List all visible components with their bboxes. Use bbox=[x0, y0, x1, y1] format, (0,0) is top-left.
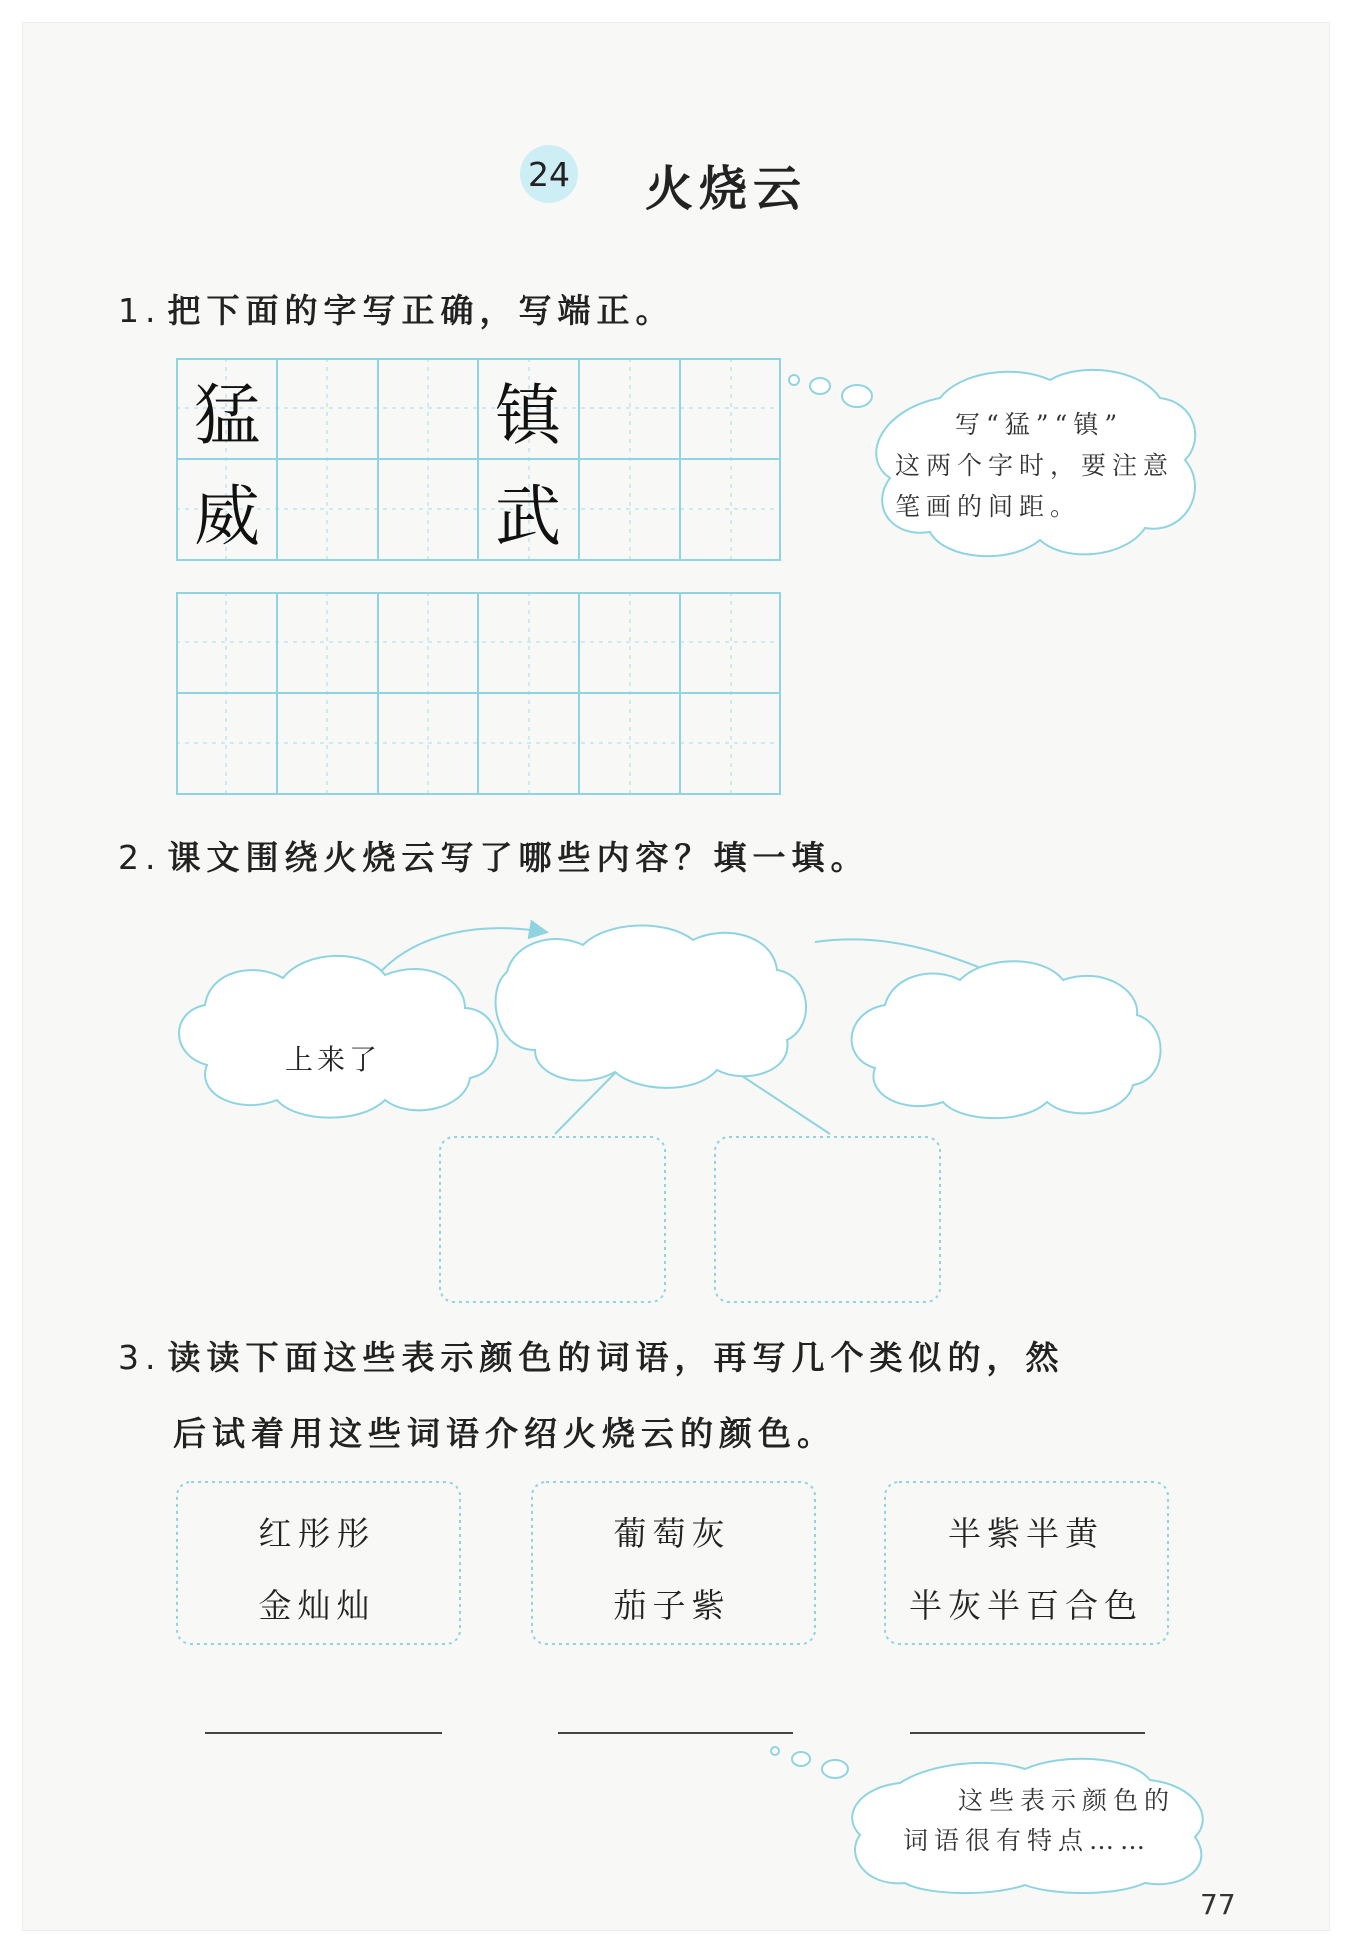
question-3-line-2: 后试着用这些词语介绍火烧云的颜色。 bbox=[173, 1414, 836, 1453]
tip-2-line-2: 词语很有特点…… bbox=[903, 1826, 1152, 1855]
tip-1-line-2: 这两个字时，要注意 bbox=[895, 451, 1175, 480]
question-2-number: 2. bbox=[118, 838, 162, 877]
cloud-3-blank[interactable] bbox=[905, 990, 1125, 1100]
writing-grid-practice-lines bbox=[176, 592, 781, 795]
question-1-text: 把下面的字写正确，写端正。 bbox=[167, 291, 675, 330]
answer-box-1-blank[interactable] bbox=[442, 1139, 663, 1300]
word-qiezizi: 茄子紫 bbox=[613, 1586, 731, 1625]
answer-line-2[interactable] bbox=[558, 1732, 793, 1734]
tip-1-line-3: 笔画的间距。 bbox=[895, 492, 1082, 521]
page-number: 77 bbox=[1200, 1888, 1236, 1921]
tip-2-line-1: 这些表示颜色的 bbox=[958, 1786, 1176, 1815]
question-1 bbox=[118, 285, 675, 332]
question-3-line-1 bbox=[118, 1332, 1065, 1379]
question-2-text: 课文围绕火烧云写了哪些内容？填一填。 bbox=[167, 838, 870, 877]
word-jincancan: 金灿灿 bbox=[258, 1586, 376, 1625]
cloud-1 bbox=[179, 956, 498, 1118]
lesson-title: 火烧云 bbox=[645, 161, 808, 217]
cloud-2-blank[interactable] bbox=[565, 955, 805, 1065]
question-3-text-1: 读读下面这些表示颜色的词语，再写几个类似的，然 bbox=[167, 1338, 1065, 1377]
question-1-number: 1. bbox=[118, 291, 162, 330]
lesson-number: 24 bbox=[528, 154, 570, 194]
writing-grid-model[interactable] bbox=[176, 358, 781, 561]
answer-line-1[interactable] bbox=[205, 1732, 442, 1734]
model-char-wei: 威 bbox=[194, 477, 260, 555]
tip-1-line-1: 写“猛”“镇” bbox=[955, 410, 1124, 439]
word-putaohui: 葡萄灰 bbox=[613, 1514, 731, 1553]
lesson-number-badge bbox=[520, 145, 578, 203]
word-hongtongtong: 红彤彤 bbox=[258, 1514, 376, 1553]
model-char-wu: 武 bbox=[495, 477, 561, 555]
branch-right bbox=[730, 1068, 830, 1134]
answer-line-3[interactable] bbox=[910, 1732, 1145, 1734]
cloud-1-label: 上来了 bbox=[285, 1043, 382, 1076]
answer-box-2-blank[interactable] bbox=[717, 1139, 938, 1300]
word-banhuibanbaihese: 半灰半百合色 bbox=[909, 1586, 1143, 1625]
model-char-zhen: 镇 bbox=[495, 376, 561, 454]
question-3-number: 3. bbox=[118, 1338, 162, 1377]
question-2 bbox=[118, 832, 870, 879]
model-char-meng: 猛 bbox=[194, 376, 260, 454]
writing-grid-practice[interactable] bbox=[176, 592, 781, 795]
word-banzibanhuang: 半紫半黄 bbox=[948, 1514, 1104, 1553]
